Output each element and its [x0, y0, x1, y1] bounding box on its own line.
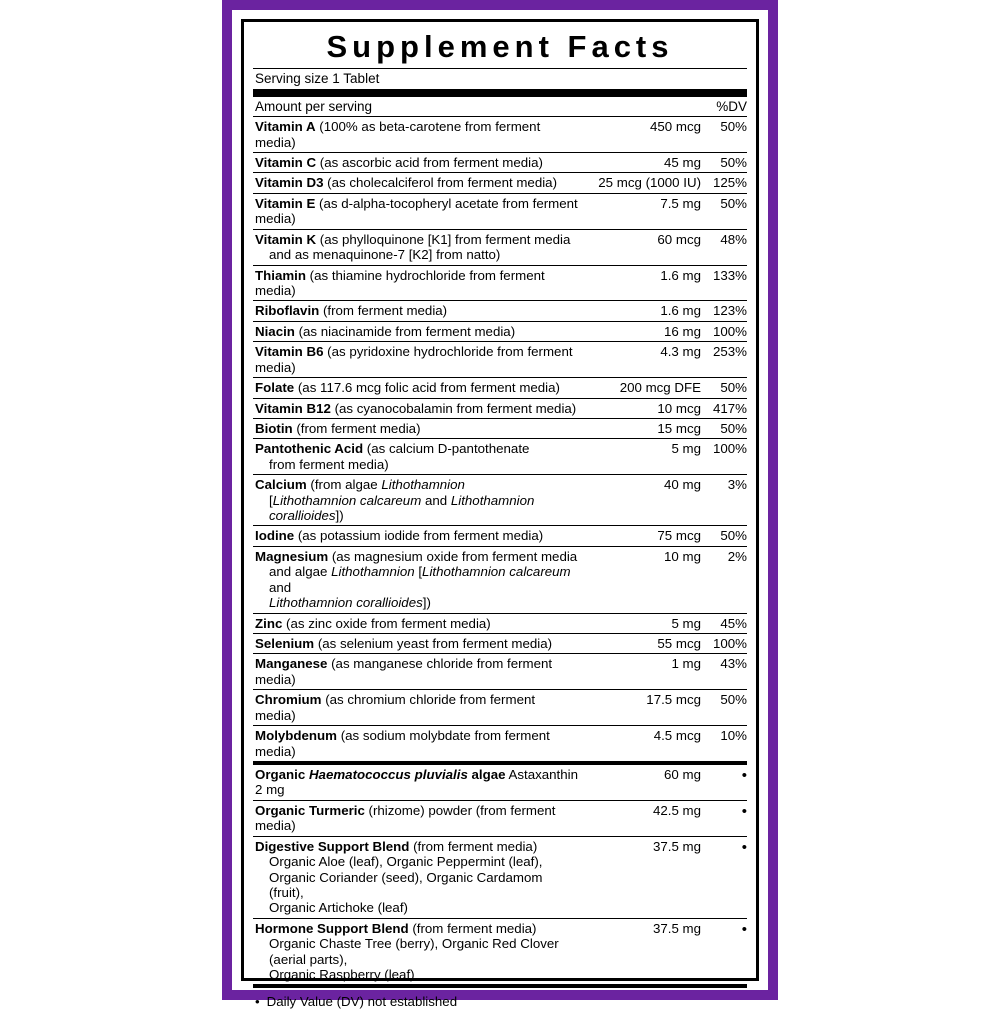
table-row	[253, 418, 747, 438]
table-row	[253, 526, 747, 546]
nutrient-desc-line2: and algae Lithothamnion [Lithothamnion calcareum and	[269, 564, 571, 595]
blend-desc: (from ferment media)	[409, 838, 538, 854]
dv-header: %DV	[716, 98, 747, 114]
blend-name: Digestive Support Blend	[255, 838, 410, 854]
nutrient-name: Magnesium	[255, 548, 329, 564]
table-row	[253, 173, 747, 193]
nutrient-name: Folate	[255, 380, 295, 396]
nutrient-desc: (as pyridoxine hydrochloride from ferment media)	[255, 344, 573, 375]
amount-per-serving-header: Amount per serving	[255, 98, 373, 114]
nutrient-dv: 125%	[701, 173, 747, 193]
nutrient-desc: (as cyanocobalamin from ferment media)	[330, 400, 577, 416]
table-row	[253, 800, 747, 836]
blend-ingredients-line3: Organic Artichoke (leaf)	[269, 900, 408, 916]
blend-amount: 42.5 mg	[579, 800, 701, 836]
table-row	[253, 153, 747, 173]
table-row	[253, 117, 747, 153]
table-row	[253, 726, 747, 761]
nutrient-name: Pantothenic Acid	[255, 441, 364, 457]
nutrient-cell	[253, 546, 579, 613]
supplement-facts-panel	[241, 19, 759, 1009]
nutrient-desc-line3: Lithothamnion corallioides])	[269, 595, 431, 611]
table-row	[253, 398, 747, 418]
nutrient-amount: 15 mcg	[579, 418, 701, 438]
nutrient-name: Selenium	[255, 636, 315, 652]
table-row	[253, 634, 747, 654]
table-row	[253, 193, 747, 229]
blend-dv: •	[701, 800, 747, 836]
thick-divider-top	[253, 89, 747, 97]
nutrient-cell	[253, 726, 579, 761]
nutrient-name: Iodine	[255, 528, 295, 544]
nutrient-amount: 10 mcg	[579, 398, 701, 418]
nutrient-dv: 133%	[701, 265, 747, 301]
nutrient-desc-line2: and as menaquinone-7 [K2] from natto)	[269, 247, 501, 263]
nutrient-cell	[253, 654, 579, 690]
nutrient-desc: (as sodium molybdate from ferment media)	[255, 728, 550, 759]
table-row	[253, 690, 747, 726]
blend-desc: (from ferment media)	[408, 920, 537, 936]
footnote-text: Daily Value (DV) not established	[266, 994, 458, 1009]
nutrient-cell	[253, 475, 579, 526]
nutrient-name: Niacin	[255, 323, 295, 339]
nutrient-desc: (as ascorbic acid from ferment media)	[316, 155, 543, 171]
nutrient-dv: 10%	[701, 726, 747, 761]
blend-desc: Astaxanthin 2 mg	[255, 766, 578, 798]
nutrient-cell	[253, 321, 579, 341]
nutrient-name: Thiamin	[255, 267, 306, 283]
nutrient-amount: 450 mcg	[579, 117, 701, 153]
nutrient-amount: 1.6 mg	[579, 265, 701, 301]
nutrient-name: Vitamin B6	[255, 344, 324, 360]
nutrient-dv: 100%	[701, 439, 747, 475]
nutrient-desc: (as chromium chloride from ferment media)	[255, 692, 536, 723]
nutrient-dv: 100%	[701, 321, 747, 341]
nutrient-desc: (from algae Lithothamnion	[306, 477, 465, 493]
nutrient-desc: (100% as beta-carotene from ferment media)	[255, 119, 541, 150]
nutrient-dv: 50%	[701, 690, 747, 726]
nutrient-desc: (as thiamine hydrochloride from ferment media)	[255, 267, 545, 298]
blend-amount: 37.5 mg	[579, 836, 701, 918]
nutrient-cell	[253, 342, 579, 378]
table-row	[253, 654, 747, 690]
blend-ingredients-line1: Organic Aloe (leaf), Organic Peppermint (leaf),	[269, 854, 543, 870]
nutrient-amount: 25 mcg (1000 IU)	[579, 173, 701, 193]
nutrient-name: Vitamin B12	[255, 400, 331, 416]
table-row	[253, 918, 747, 984]
nutrient-cell	[253, 439, 579, 475]
nutrient-cell	[253, 378, 579, 398]
table-row	[253, 439, 747, 475]
nutrient-cell	[253, 418, 579, 438]
nutrient-name: Vitamin E	[255, 195, 316, 211]
nutrient-amount: 17.5 mcg	[579, 690, 701, 726]
nutrient-dv: 3%	[701, 475, 747, 526]
nutrient-cell	[253, 613, 579, 633]
serving-size-text: Serving size 1 Tablet	[255, 70, 380, 86]
nutrient-name: Zinc	[255, 615, 283, 631]
blend-ingredients-line1: Organic Chaste Tree (berry), Organic Red Clover (aerial parts),	[269, 936, 559, 967]
nutrient-amount: 4.3 mg	[579, 342, 701, 378]
nutrient-amount: 75 mcg	[579, 526, 701, 546]
table-row	[253, 475, 747, 526]
nutrient-amount: 60 mcg	[579, 229, 701, 265]
nutrient-amount: 40 mg	[579, 475, 701, 526]
nutrient-desc-line2: from ferment media)	[269, 456, 389, 472]
nutrient-amount: 1.6 mg	[579, 301, 701, 321]
nutrient-name: Molybdenum	[255, 728, 337, 744]
nutrient-desc: (from ferment media)	[292, 420, 421, 436]
nutrient-amount: 200 mcg DFE	[579, 378, 701, 398]
blend-cell	[253, 918, 579, 984]
nutrient-cell	[253, 117, 579, 153]
table-header-row	[253, 97, 747, 117]
footnote-bullet-icon: •	[255, 994, 260, 1009]
nutrient-dv: 253%	[701, 342, 747, 378]
blend-amount: 60 mg	[664, 766, 701, 782]
nutrient-desc: (as phylloquinone [K1] from ferment media	[316, 231, 571, 247]
nutrient-dv: 45%	[701, 613, 747, 633]
nutrient-desc: (as cholecalciferol from ferment media)	[323, 175, 557, 191]
nutrient-cell	[253, 265, 579, 301]
blend-ingredients-line2: Organic Coriander (seed), Organic Cardamom (fruit),	[269, 869, 543, 900]
nutrient-amount: 16 mg	[579, 321, 701, 341]
nutrient-name: Manganese	[255, 656, 328, 672]
nutrient-cell	[253, 153, 579, 173]
table-row	[253, 321, 747, 341]
nutrient-dv: 417%	[701, 398, 747, 418]
nutrient-name: Vitamin K	[255, 231, 317, 247]
nutrient-desc: (as 117.6 mcg folic acid from ferment media)	[294, 380, 560, 396]
nutrient-dv: 50%	[701, 153, 747, 173]
blend-cell	[253, 765, 579, 800]
nutrient-desc: (as calcium D-pantothenate	[363, 441, 530, 457]
table-row	[253, 265, 747, 301]
nutrient-desc: (as niacinamide from ferment media)	[294, 323, 516, 339]
nutrient-cell	[253, 193, 579, 229]
nutrient-dv: 43%	[701, 654, 747, 690]
nutrient-dv: 48%	[701, 229, 747, 265]
nutrient-cell	[253, 634, 579, 654]
nutrient-dv: 2%	[701, 546, 747, 613]
nutrient-name: Vitamin C	[255, 155, 317, 171]
blend-ingredients-line2: Organic Raspberry (leaf)	[269, 967, 415, 983]
nutrient-cell	[253, 301, 579, 321]
nutrient-amount: 1 mg	[579, 654, 701, 690]
blend-name: Hormone Support Blend	[255, 920, 409, 936]
nutrient-amount: 10 mg	[579, 546, 701, 613]
nutrient-desc: (as selenium yeast from ferment media)	[314, 636, 553, 652]
nutrient-dv: 50%	[701, 117, 747, 153]
blend-dv: •	[741, 766, 747, 784]
blend-table	[253, 765, 747, 984]
nutrient-cell	[253, 173, 579, 193]
nutrient-amount: 45 mg	[579, 153, 701, 173]
nutrient-amount: 55 mcg	[579, 634, 701, 654]
nutrient-desc: (as manganese chloride from ferment media)	[255, 656, 553, 687]
table-row	[253, 229, 747, 265]
nutrient-cell	[253, 526, 579, 546]
blend-dv: •	[701, 836, 747, 918]
blend-cell	[253, 800, 579, 836]
table-row	[253, 546, 747, 613]
page-title: Supplement Facts	[326, 29, 674, 64]
nutrient-dv: 100%	[701, 634, 747, 654]
table-row	[253, 765, 747, 800]
blend-cell	[253, 836, 579, 918]
nutrient-name: Biotin	[255, 420, 293, 436]
nutrient-cell	[253, 398, 579, 418]
nutrient-amount: 7.5 mg	[579, 193, 701, 229]
nutrient-table	[253, 97, 747, 761]
table-row	[253, 836, 747, 918]
nutrient-name: Riboflavin	[255, 303, 320, 319]
nutrient-name: Calcium	[255, 477, 307, 493]
table-row	[253, 301, 747, 321]
nutrient-dv: 50%	[701, 193, 747, 229]
nutrient-desc: (as magnesium oxide from ferment media	[328, 548, 578, 564]
nutrient-desc-line2: [Lithothamnion calcareum and Lithothamnion corallioides])	[269, 492, 535, 524]
nutrient-dv: 50%	[701, 526, 747, 546]
nutrient-cell	[253, 690, 579, 726]
nutrient-desc: (from ferment media)	[319, 303, 448, 319]
nutrient-name: Vitamin D3	[255, 175, 324, 191]
nutrient-name: Vitamin A	[255, 119, 316, 135]
nutrient-amount: 4.5 mcg	[579, 726, 701, 761]
blend-name: Organic Haematococcus pluvialis algae	[255, 766, 506, 782]
blend-amount: 37.5 mg	[579, 918, 701, 984]
footnote	[253, 988, 747, 1009]
nutrient-amount: 5 mg	[579, 439, 701, 475]
nutrient-desc: (as potassium iodide from ferment media)	[294, 528, 544, 544]
blend-desc: (rhizome) powder (from ferment media)	[255, 802, 556, 834]
table-row	[253, 342, 747, 378]
blend-name: Organic Turmeric	[255, 802, 365, 818]
nutrient-dv: 50%	[701, 378, 747, 398]
nutrient-desc: (as d-alpha-tocopheryl acetate from ferment media)	[255, 195, 578, 227]
table-row	[253, 378, 747, 398]
nutrient-dv: 123%	[701, 301, 747, 321]
nutrient-dv: 50%	[701, 418, 747, 438]
table-row	[253, 613, 747, 633]
blend-dv: •	[701, 918, 747, 984]
nutrient-amount: 5 mg	[579, 613, 701, 633]
nutrient-name: Chromium	[255, 692, 322, 708]
nutrient-cell	[253, 229, 579, 265]
nutrient-desc: (as zinc oxide from ferment media)	[282, 615, 491, 631]
